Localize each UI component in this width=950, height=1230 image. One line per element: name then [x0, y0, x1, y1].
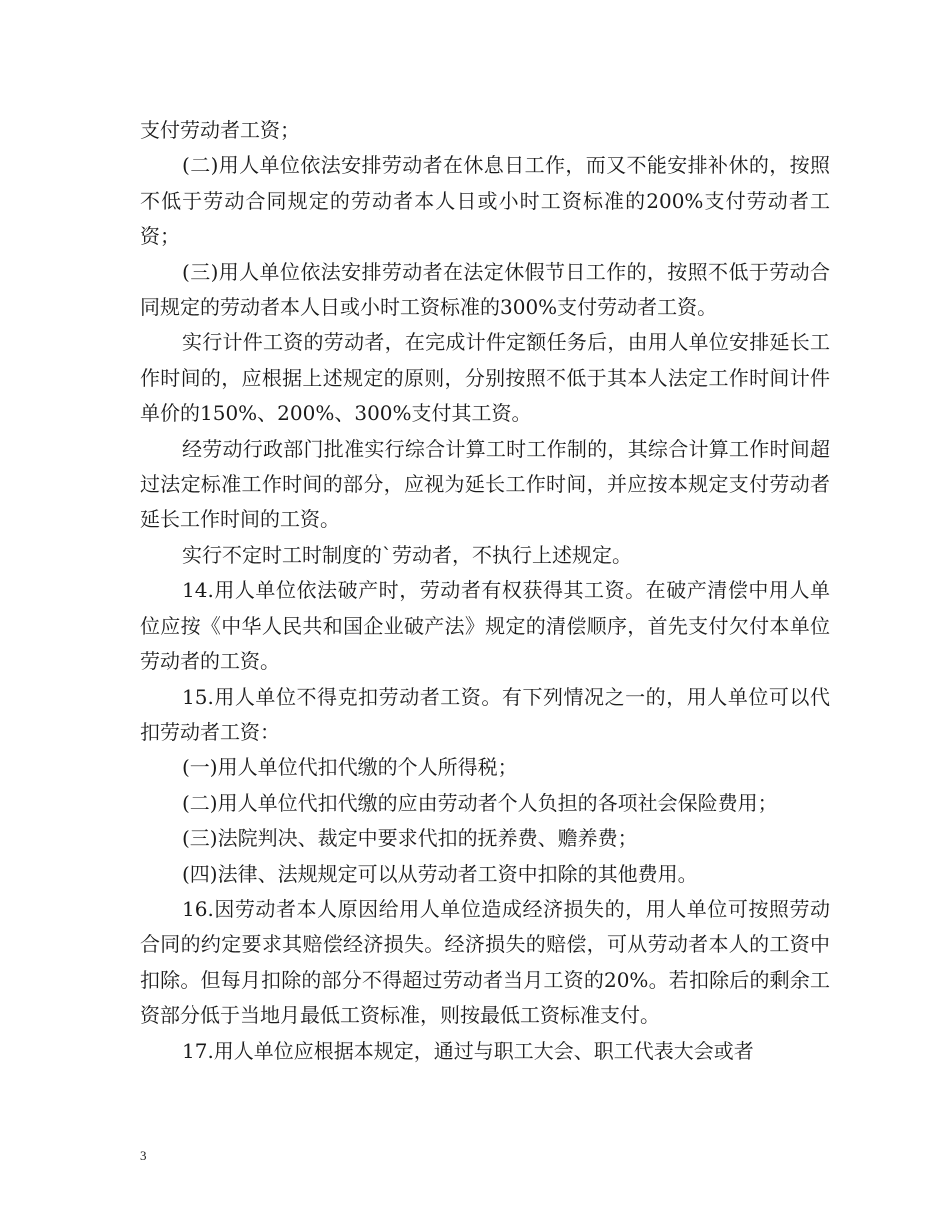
- document-page: [140, 113, 830, 1069]
- paragraph: 实行计件工资的劳动者，在完成计件定额任务后，由用人单位安排延长工作时间的，应根据上述规定的原则，分别按照不低于其本人法定工作时间计件单价的150%、200%、300%支付其工资。: [140, 330, 830, 426]
- page-number: 3: [140, 1148, 147, 1163]
- paragraph: 16.因劳动者本人原因给用人单位造成经济损失的，用人单位可按照劳动合同的约定要求其赔偿经济损失。经济损失的赔偿，可从劳动者本人的工资中扣除。但每月扣除的部分不得超过劳动者当月工资的20%。若扣除后的剩余工资部分低于当地月最低工资标准，则按最低工资标准支付。: [140, 896, 830, 1028]
- paragraph: (四)法律、法规规定可以从劳动者工资中扣除的其他费用。: [182, 861, 698, 886]
- paragraph: (一)用人单位代扣代缴的个人所得税；: [182, 755, 518, 780]
- paragraph: 14.用人单位依法破产时，劳动者有权获得其工资。在破产清偿中用人单位应按《中华人民共和国企业破产法》规定的清偿顺序，首先支付欠付本单位劳动者的工资。: [140, 578, 830, 674]
- paragraph: 实行不定时工时制度的`劳动者，不执行上述规定。: [182, 542, 632, 567]
- paragraph: (三)用人单位依法安排劳动者在法定休假节日工作的，按照不低于劳动合同规定的劳动者本人日或小时工资标准的300%支付劳动者工资。: [140, 259, 830, 320]
- paragraph: (三)法院判决、裁定中要求代扣的抚养费、赡养费；: [182, 826, 638, 851]
- paragraph: (二)用人单位代扣代缴的应由劳动者个人负担的各项社会保险费用；: [182, 790, 778, 815]
- paragraph: (二)用人单位依法安排劳动者在休息日工作，而又不能安排补休的，按照不低于劳动合同规定的劳动者本人日或小时工资标准的200%支付劳动者工资；: [140, 153, 830, 249]
- paragraph: 经劳动行政部门批准实行综合计算工时工作制的，其综合计算工作时间超过法定标准工作时间的部分，应视为延长工作时间，并应按本规定支付劳动者延长工作时间的工资。: [140, 436, 830, 532]
- paragraph: 17.用人单位应根据本规定，通过与职工大会、职工代表大会或者: [182, 1038, 754, 1063]
- paragraph: 15.用人单位不得克扣劳动者工资。有下列情况之一的，用人单位可以代扣劳动者工资：: [140, 684, 830, 744]
- paragraph: 支付劳动者工资；: [140, 118, 300, 142]
